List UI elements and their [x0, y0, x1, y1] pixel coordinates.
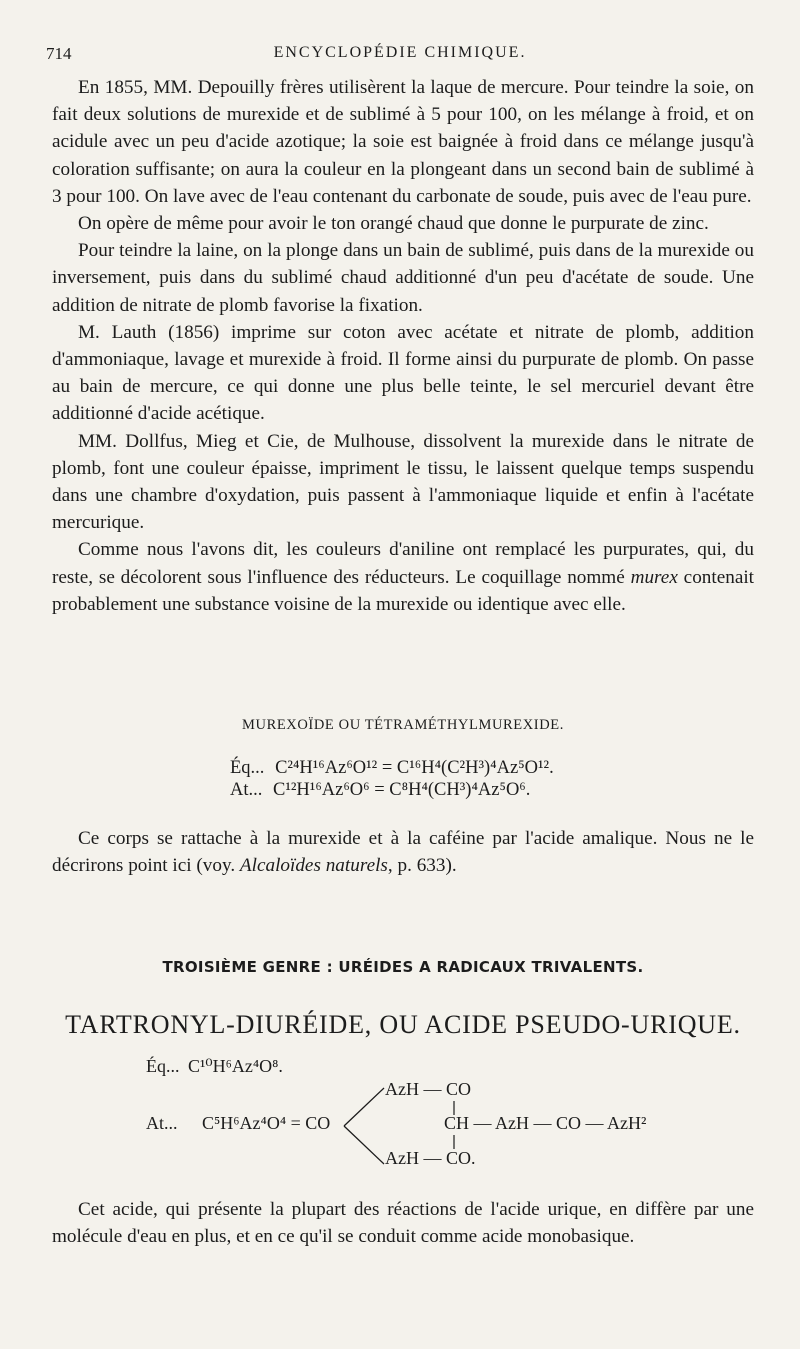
running-title: ENCYCLOPÉDIE CHIMIQUE. [273, 44, 527, 61]
structure-eq-label: Éq... [146, 1056, 180, 1076]
paragraph-7-after: , p. 633). [387, 855, 457, 877]
structure-middle-chain: CH — AzH — CO — AzH² [444, 1113, 647, 1133]
equation-at-line [230, 780, 530, 801]
equation-eq-line [230, 758, 554, 779]
paragraph-6-after: contenait probablement une substance voisine de la murexide ou identique avec elle. [52, 566, 754, 615]
body-text-top [52, 74, 754, 618]
paragraph-final: Cet acide, qui présente la plupart des réactions de l'acide urique, en diffère par une molécule d'eau en plus, et en ce qu'il se conduit comme acide monobasique. [52, 1199, 754, 1248]
structure-top-branch: AzH — CO [385, 1079, 471, 1099]
branch-bracket [340, 1082, 390, 1170]
structure-eq-line [146, 1056, 283, 1077]
paragraph-2: On opère de même pour avoir le ton orangé chaud que donne le purpurate de zinc. [78, 213, 709, 235]
compound-title: TARTRONYL-DIURÉIDE, OU ACIDE PSEUDO-URIQUE. [65, 1010, 741, 1039]
paragraph-6-before: Comme nous l'avons dit, les couleurs d'aniline ont remplacé les purpurates, qui, du reste, se décolorent sous l'influence des réducteurs. Le coquillage nommé [52, 539, 754, 588]
section-title: MUREXOÏDE OU TÉTRAMÉTHYLMUREXIDE. [242, 717, 564, 733]
body-text-middle [52, 825, 754, 879]
genre-title: TROISIÈME GENRE : URÉIDES A RADICAUX TRIVALENTS. [162, 958, 644, 976]
paragraph-1: En 1855, MM. Depouilly frères utilisèrent la laque de mercure. Pour teindre la soie, on fait deux solutions de murexide et de sublimé à 5 pour 100, on les mélange à froid, et on acidule avec un peu d'acide azotique; la soie est baignée à froid dans ce mélange jusqu'à coloration suffisante; on aura la couleur en la plongeant dans un second bain de sublimé à 3 pour 100. On lave avec de l'eau contenant du carbonate de soude, puis avec de l'eau pure. [52, 77, 754, 207]
vertical-bond-lower [451, 1135, 457, 1149]
eq-formula: C²⁴H¹⁶Az⁶O¹² = C¹⁶H⁴(C²H³)⁴Az⁵O¹². [275, 758, 554, 778]
paragraph-4: M. Lauth (1856) imprime sur coton avec acétate et nitrate de plomb, addition d'ammoniaque, lavage et murexide à froid. Il forme ainsi du purpurate de plomb. On passe au bain de mercure, ce qui donne une plus belle teinte, le sel mercuriel devant être additionné d'acide acétique. [52, 321, 754, 425]
upper-bond-line [344, 1088, 384, 1126]
paragraph-7-italic: Alcaloïdes naturels [239, 855, 388, 877]
structure-at-left: C⁵H⁶Az⁴O⁴ = CO [202, 1113, 331, 1133]
structure-bottom-branch: AzH — CO. [385, 1148, 476, 1168]
body-text-bottom [52, 1196, 754, 1250]
structure-eq-formula: C¹⁰H⁶Az⁴O⁸. [188, 1056, 283, 1076]
lower-bond-line [344, 1126, 384, 1164]
at-formula: C¹²H¹⁶Az⁶O⁶ = C⁸H⁴(CH³)⁴Az⁵O⁶. [273, 780, 531, 800]
page-header [46, 44, 754, 68]
page-number: 714 [46, 44, 72, 63]
eq-label: Éq... [230, 758, 265, 778]
paragraph-7-before: Ce corps se rattache à la murexide et à la caféine par l'acide amalique. Nous ne le décrirons point ici (voy. [52, 828, 754, 877]
at-label: At... [230, 780, 263, 800]
paragraph-6 [52, 536, 754, 618]
paragraph-3: Pour teindre la laine, on la plonge dans un bain de sublimé, puis dans de la murexide ou inversement, puis dans du sublimé chaud additionné d'un peu d'acétate de soude. Une addition de nitrate de plomb favorise la fixation. [52, 240, 754, 316]
structure-at-label: At... [146, 1113, 178, 1133]
paragraph-7 [52, 825, 754, 879]
paragraph-6-italic: murex [630, 566, 678, 588]
paragraph-5: MM. Dollfus, Mieg et Cie, de Mulhouse, dissolvent la murexide dans le nitrate de plomb, font une couleur épaisse, impriment le tissu, le laissent quelque temps suspendu dans une chambre d'oxydation, puis passent à l'ammoniaque liquide et enfin à l'acétate mercurique. [52, 430, 754, 534]
